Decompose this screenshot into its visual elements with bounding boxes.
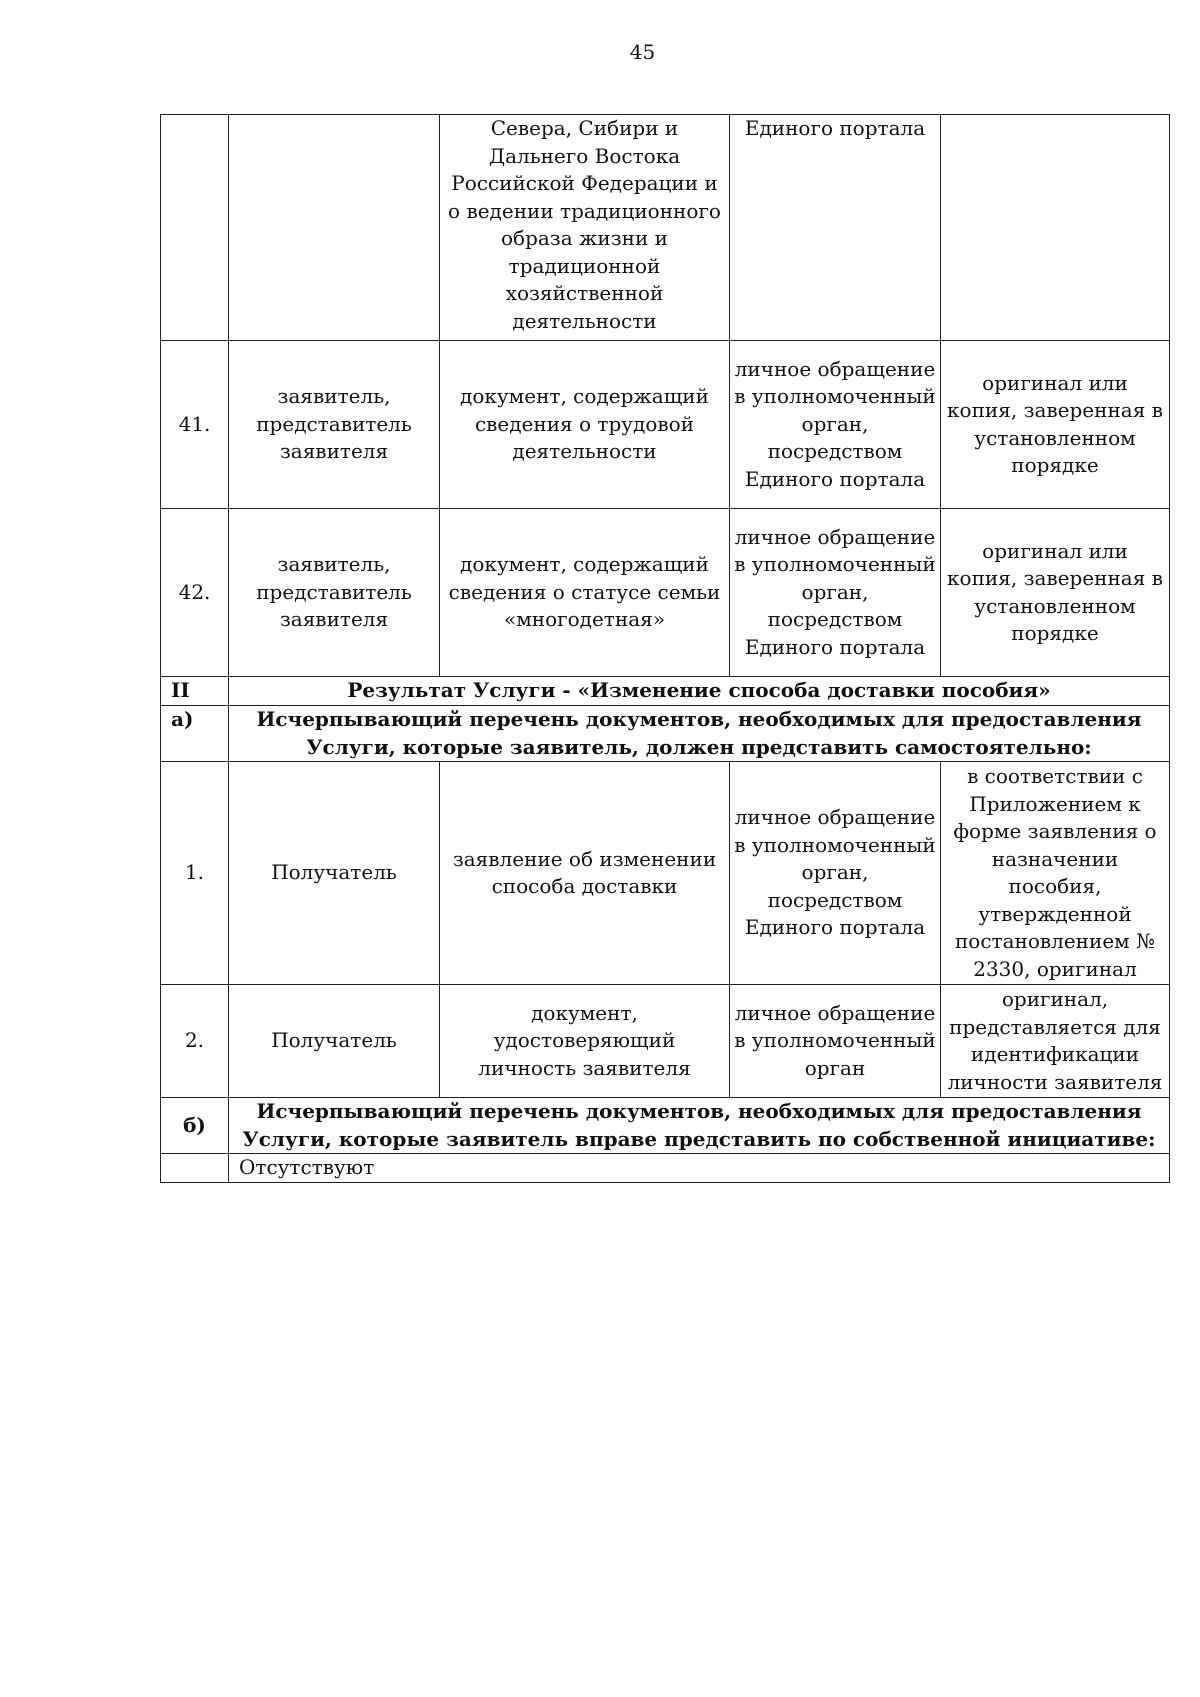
cell-num: 2. [161,985,229,1098]
cell-applicant: заявитель, представитель заявителя [229,341,440,509]
subsection-title: Исчерпывающий перечень документов, необходимых для предоставления Услуги, которые заявитель, должен представить самостоятельно: [229,706,1170,762]
subsection-row-a [161,706,1170,762]
cell-document: заявление об изменении способа доставки [440,762,730,985]
subsection-title: Исчерпывающий перечень документов, необходимых для предоставления Услуги, которые заявитель вправе представить по собственной инициативе: [229,1098,1170,1154]
cell-applicant [229,115,440,341]
cell-method: Единого портала [730,115,941,341]
cell-document: документ, содержащий сведения о статусе семьи «многодетная» [440,509,730,677]
cell-requirement [941,115,1170,341]
cell-method: личное обращение в уполномоченный орган, посредством Единого портала [730,341,941,509]
section-title: Результат Услуги - «Изменение способа доставки пособия» [229,677,1170,706]
cell-requirement: оригинал или копия, заверенная в установленном порядке [941,509,1170,677]
cell-document: документ, содержащий сведения о трудовой деятельности [440,341,730,509]
cell-method: личное обращение в уполномоченный орган [730,985,941,1098]
documents-table [160,114,1170,1183]
subsection-label: б) [161,1098,229,1154]
cell-method: личное обращение в уполномоченный орган, посредством Единого портала [730,509,941,677]
table-row-continuation [161,115,1170,341]
cell-num: 41. [161,341,229,509]
table-row-41 [161,341,1170,509]
table-row-1 [161,762,1170,985]
section-row-II [161,677,1170,706]
subsection-row-b [161,1098,1170,1154]
cell-num: 1. [161,762,229,985]
cell-requirement: в соответствии с Приложением к форме заявления о назначении пособия, утвержденной постановлением № 2330, оригинал [941,762,1170,985]
cell-num [161,115,229,341]
table-row-none [161,1154,1170,1183]
cell-applicant: Получатель [229,762,440,985]
table-row-2 [161,985,1170,1098]
cell-method: личное обращение в уполномоченный орган, посредством Единого портала [730,762,941,985]
cell-applicant: Получатель [229,985,440,1098]
cell-applicant: заявитель, представитель заявителя [229,509,440,677]
page-number: 45 [629,40,656,64]
subsection-label: а) [161,706,229,762]
cell-requirement: оригинал, представляется для идентификации личности заявителя [941,985,1170,1098]
cell-none-text: Отсутствуют [229,1154,1170,1183]
cell-num [161,1154,229,1183]
table-row-42 [161,509,1170,677]
cell-num: 42. [161,509,229,677]
cell-requirement: оригинал или копия, заверенная в установленном порядке [941,341,1170,509]
cell-document: Севера, Сибири и Дальнего Востока Российской Федерации и о ведении традиционного образа жизни и традиционной хозяйственной деятельности [440,115,730,341]
section-label: II [161,677,229,706]
cell-document: документ, удостоверяющий личность заявителя [440,985,730,1098]
